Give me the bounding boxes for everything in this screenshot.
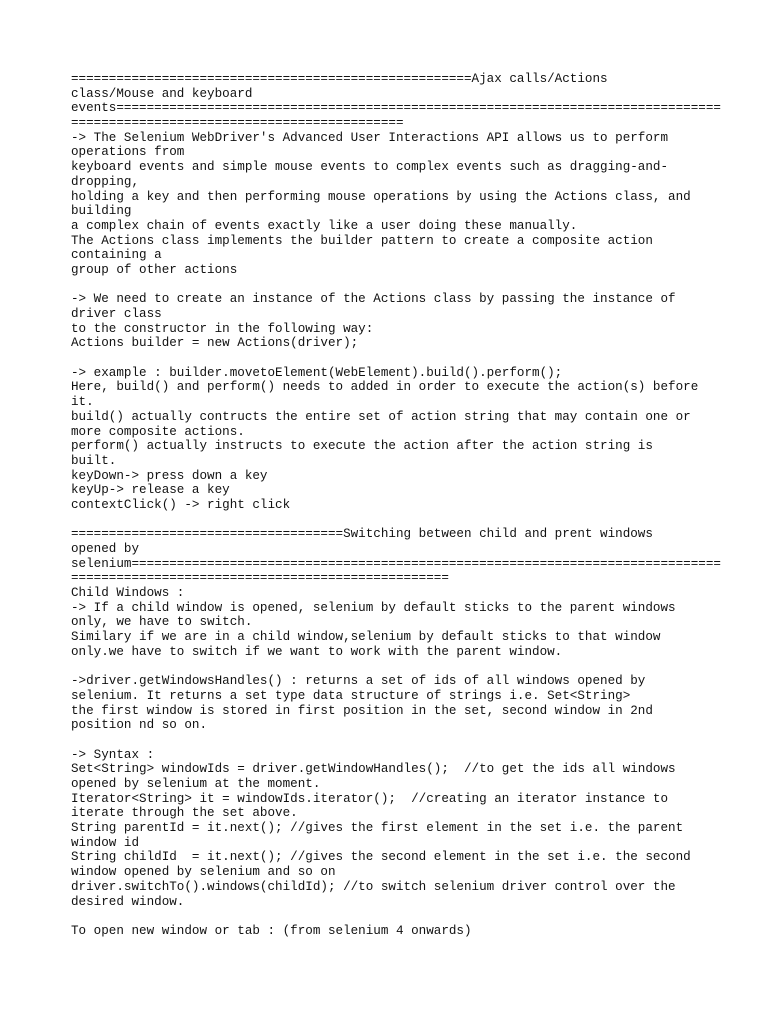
text-line: Similary if we are in a child window,selenium by default sticks to that window <box>71 630 661 645</box>
text-line: selenium============================================================================== <box>71 556 721 571</box>
text-line: The Actions class implements the builder pattern to create a composite action <box>71 233 653 248</box>
document-page <box>71 72 731 939</box>
text-line: driver class <box>71 307 162 321</box>
text-line: only, we have to switch. <box>71 615 253 630</box>
text-line: the first window is stored in first position in the set, second window in 2nd <box>71 703 653 718</box>
text-line: position nd so on. <box>71 718 208 733</box>
text-line: holding a key and then performing mouse operations by using the Actions class, and <box>71 189 691 204</box>
text-line: iterate through the set above. <box>71 806 298 821</box>
text-line: built. <box>71 453 117 468</box>
text-line: opened by selenium at the moment. <box>71 777 321 791</box>
text-line: keyboard events and simple mouse events to complex events such as dragging-and- <box>71 160 669 175</box>
text-line: to the constructor in the following way: <box>71 321 374 336</box>
text-line: build() actually contructs the entire set of action string that may contain one or <box>71 409 691 424</box>
text-line: -> Syntax : <box>71 747 155 762</box>
text-line: window opened by selenium and so on <box>71 865 336 880</box>
text-line: -> The Selenium WebDriver's Advanced User Interactions API allows us to perform <box>71 130 669 145</box>
text-line: containing a <box>71 248 162 263</box>
text-line: keyUp-> release a key <box>71 483 230 498</box>
text-line: Set<String> windowIds = driver.getWindowHandles(); //to get the ids all windows <box>71 762 676 777</box>
text-line: =====================================================Ajax calls/Actions <box>71 72 608 86</box>
text-line: String childId = it.next(); //gives the second element in the set i.e. the second <box>71 850 691 865</box>
text-line: it. <box>71 395 94 410</box>
text-line: only.we have to switch if we want to work with the parent window. <box>71 644 563 659</box>
text-line: ->driver.getWindowsHandles() : returns a set of ids of all windows opened by <box>71 674 646 689</box>
text-line: To open new window or tab : (from selenium 4 onwards) <box>71 923 472 938</box>
text-line: -> We need to create an instance of the Actions class by passing the instance of <box>71 292 676 307</box>
text-line: Here, build() and perform() needs to added in order to execute the action(s) before <box>71 380 699 395</box>
text-line: perform() actually instructs to execute the action after the action string is <box>71 439 653 454</box>
text-line: driver.switchTo().windows(childId); //to switch selenium driver control over the <box>71 879 676 894</box>
text-line: dropping, <box>71 174 140 189</box>
text-line: ================================================== <box>71 571 449 586</box>
text-line: desired window. <box>71 894 185 909</box>
blank-line <box>71 351 731 366</box>
text-line: operations from <box>71 145 185 160</box>
text-line: building <box>71 204 132 219</box>
text-line: -> If a child window is opened, selenium by default sticks to the parent windows <box>71 600 676 615</box>
text-line: String parentId = it.next(); //gives the first element in the set i.e. the parent <box>71 821 684 836</box>
text-line: ============================================ <box>71 116 404 131</box>
text-line: contextClick() -> right click <box>71 497 291 512</box>
text-line: -> example : builder.movetoElement(WebElement).build().perform(); <box>71 365 563 380</box>
text-line: keyDown-> press down a key <box>71 468 268 483</box>
blank-line <box>71 278 731 293</box>
text-line: class/Mouse and keyboard <box>71 86 253 101</box>
text-line: a complex chain of events exactly like a user doing these manually. <box>71 218 578 233</box>
text-line: ====================================Switching between child and prent windows <box>71 527 653 542</box>
text-line: Iterator<String> it = windowIds.iterator(); //creating an iterator instance to <box>71 791 669 806</box>
blank-line <box>71 660 731 675</box>
text-line: events================================================================================ <box>71 101 721 116</box>
text-line: Child Windows : <box>71 586 185 601</box>
text-line: more composite actions. <box>71 424 245 439</box>
blank-line <box>71 513 731 528</box>
text-line: window id <box>71 835 140 850</box>
text-line: selenium. It returns a set type data structure of strings i.e. Set<String> <box>71 688 631 703</box>
text-line: opened by <box>71 542 140 556</box>
text-line: Actions builder = new Actions(driver); <box>71 336 359 351</box>
blank-line <box>71 733 731 748</box>
text-line: group of other actions <box>71 262 238 277</box>
blank-line <box>71 909 731 924</box>
